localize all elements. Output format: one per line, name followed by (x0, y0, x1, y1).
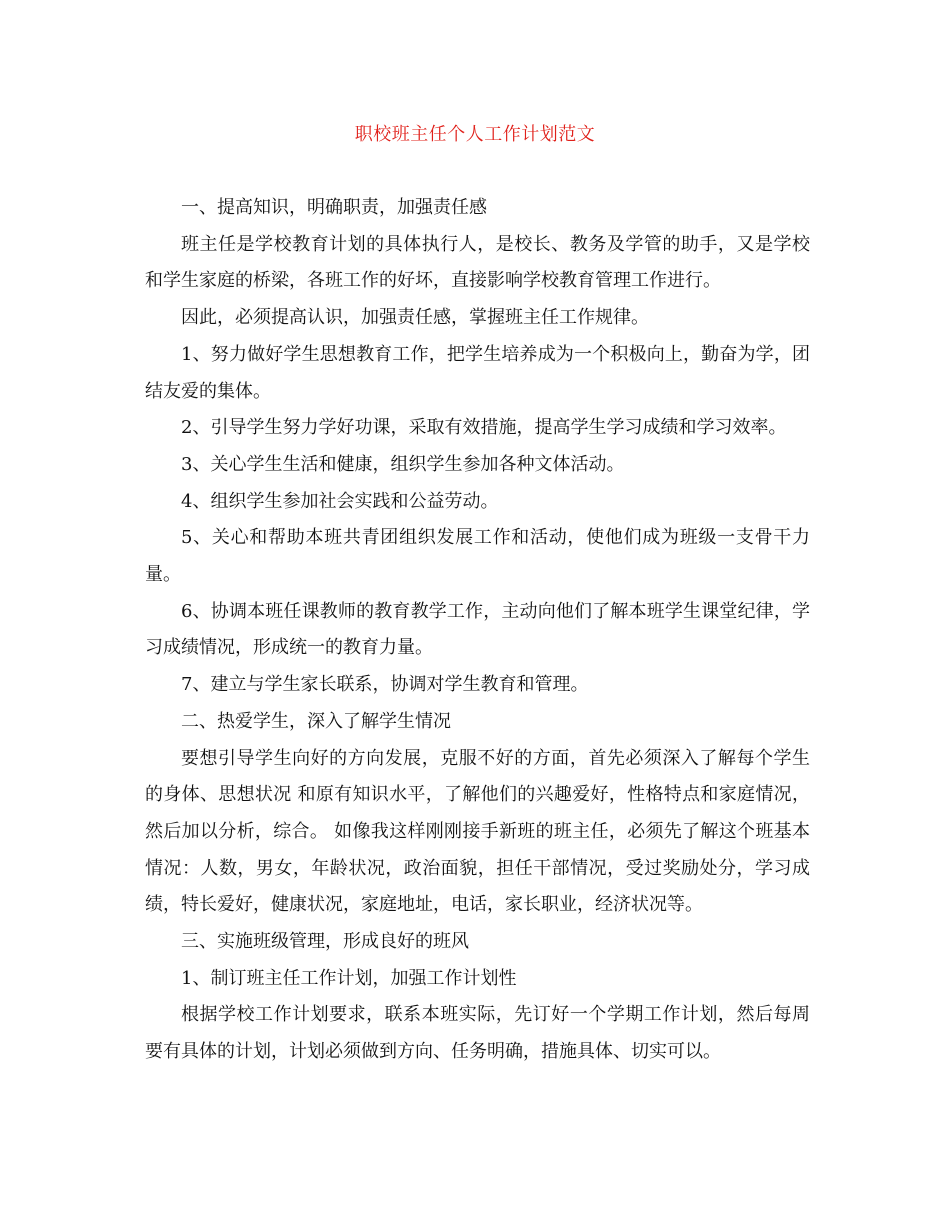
section-heading-1: 一、提高知识，明确职责，加强责任感 (181, 197, 487, 218)
list-item: 2、引导学生努力学好功课，采取有效措施，提高学生学习成绩和学习效率。 (181, 417, 787, 439)
paragraph: 班主任是学校教育计划的具体执行人，是校长、教务及学管的助手，又是学校和学生家庭的桥梁，各班工作的好坏，直接影响学校教育管理工作进行。 (145, 233, 810, 292)
list-item: 7、建立与学生家长联系，协调对学生教育和管理。 (181, 674, 589, 696)
list-item: 1、制订班主任工作计划，加强工作计划性 (181, 967, 517, 989)
list-item: 5、关心和帮助本班共青团组织发展工作和活动，使他们成为班级一支骨干力量。 (145, 527, 810, 586)
paragraph: 根据学校工作计划要求，联系本班实际，先订好一个学期工作计划，然后每周要有具体的计划，计划必须做到方向、任务明确，措施具体、切实可以。 (145, 1004, 810, 1063)
paragraph: 因此，必须提高认识，加强责任感，掌握班主任工作规律。 (181, 307, 649, 329)
list-item: 1、努力做好学生思想教育工作，把学生培养成为一个积极向上，勤奋为学，团结友爱的集体。 (145, 343, 810, 402)
section-heading-2: 二、热爱学生，深入了解学生情况 (181, 710, 451, 732)
section-heading-3: 三、实施班级管理，形成良好的班风 (181, 931, 469, 953)
paragraph: 要想引导学生向好的方向发展，克服不好的方面，首先必须深入了解每个学生的身体、思想状况 和原有知识水平，了解他们的兴趣爱好，性格特点和家庭情况，然后加以分析，综合。 如像我这样刚刚接手新班的班主任，必须先了解这个班基本情况：人数，男女，年龄状况，政治面貌，担任干部情况，受过奖励处分，学习成绩，特长爱好，健康状况，家庭地址，电话，家长职业，经济状况等。 (145, 747, 810, 916)
document-title: 职校班主任个人工作计划范文 (354, 124, 596, 145)
list-item: 3、关心学生生活和健康，组织学生参加各种文体活动。 (181, 453, 625, 475)
document-body (145, 190, 810, 1071)
list-item: 4、组织学生参加社会实践和公益劳动。 (181, 490, 499, 512)
list-item: 6、协调本班任课教师的教育教学工作，主动向他们了解本班学生课堂纪律，学习成绩情况，形成统一的教育力量。 (145, 600, 810, 659)
